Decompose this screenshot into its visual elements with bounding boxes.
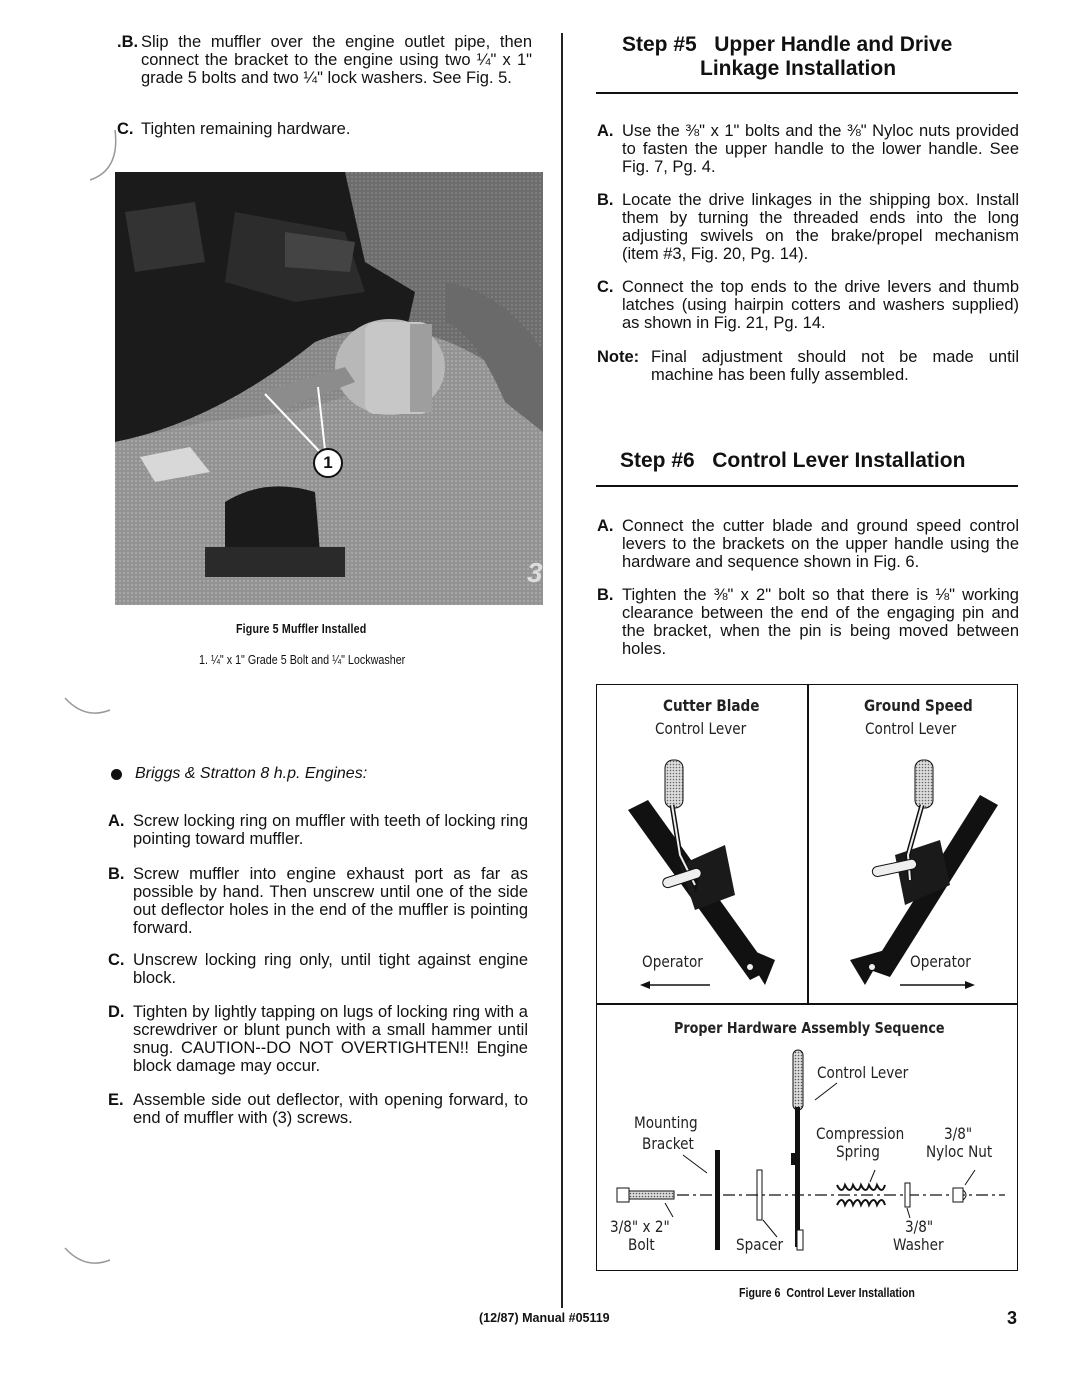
- step5-item-a: [597, 122, 1019, 178]
- step-label: A.: [597, 122, 614, 140]
- step-label: B.: [108, 865, 125, 883]
- briggs-heading: Briggs & Stratton 8 h.p. Engines:: [135, 765, 368, 782]
- figure-5-photo: [115, 172, 543, 605]
- seq-bracket: Bracket: [642, 1134, 694, 1153]
- step-text: Screw muffler into engine exhaust port as far as possible by hand. Then unscrew until one of the side out deflector holes in the end of the muffler is pointing forward.: [133, 865, 528, 937]
- seq-mounting: Mounting: [634, 1113, 698, 1132]
- seq-bolt-size: 3/8" x 2": [610, 1217, 670, 1236]
- cutter-blade-subtitle: Control Lever: [655, 719, 747, 738]
- ground-speed-title: Ground Speed: [864, 696, 973, 715]
- step-label: C.: [108, 951, 125, 969]
- step-label: E.: [108, 1091, 124, 1109]
- step5-title-line1: Step #5 Upper Handle and Drive: [622, 33, 953, 56]
- seq-control-lever: Control Lever: [817, 1063, 909, 1082]
- figure-6-horizontal-divider: [596, 1003, 1018, 1005]
- seq-nyloc-size: 3/8": [944, 1124, 973, 1143]
- page-number: 3: [1007, 1308, 1018, 1328]
- step-text: Connect the cutter blade and ground speed control levers to the brackets on the upper handle using the hardware and sequence shown in Fig. 6.: [622, 517, 1019, 571]
- step5-rule: [596, 92, 1018, 94]
- seq-spring: Spring: [836, 1142, 880, 1161]
- step-label: D.: [108, 1003, 125, 1021]
- step-label: A.: [108, 812, 125, 830]
- seq-compression: Compression: [816, 1124, 905, 1143]
- step-c-tighten: [117, 120, 532, 140]
- step-text: Locate the drive linkages in the shipping box. Install them by turning the threaded ends into the long adjusting swivels on the brake/propel mechanism (item #3, Fig. 20, Pg. 14).: [622, 191, 1019, 263]
- step-text: Tighten remaining hardware.: [141, 120, 351, 138]
- seq-nyloc: Nyloc Nut: [926, 1142, 993, 1161]
- step-label: .B.: [117, 33, 139, 51]
- step5-item-c: [597, 278, 1019, 334]
- note-label: Note:: [597, 348, 640, 366]
- muffler-photo-illustration: [115, 172, 543, 605]
- step5-item-b: [597, 191, 1019, 265]
- step-text: Slip the muffler over the engine outlet pipe, then connect the bracket to the engine using two ¼" x 1" grade 5 bolts and two ¼" lock washers. See Fig. 5.: [141, 33, 532, 87]
- step6-item-a: [597, 517, 1019, 573]
- photo-mark: 3: [527, 557, 543, 588]
- step-text: Use the ⅜" x 1" bolts and the ⅜" Nyloc nuts provided to fasten the upper handle to the lower handle. See Fig. 7, Pg. 4.: [622, 122, 1019, 176]
- note-text: Final adjustment should not be made until machine has been fully assembled.: [651, 348, 1019, 384]
- step-text: Screw locking ring on muffler with teeth of locking ring pointing toward muffler.: [133, 812, 528, 848]
- step5-note: [597, 348, 1019, 386]
- step-label: C.: [117, 120, 134, 138]
- figure-5-note: 1. ¼" x 1" Grade 5 Bolt and ¼" Lockwasher: [199, 653, 406, 667]
- operator-right-arrow: [900, 980, 975, 990]
- figure-6-vertical-divider: [807, 684, 809, 1004]
- step-label: A.: [597, 517, 614, 535]
- step-text: Unscrew locking ring only, until tight against engine block.: [133, 951, 528, 987]
- step6-title: Step #6 Control Lever Installation: [620, 449, 966, 472]
- callout-1: [313, 448, 343, 478]
- step-text: Tighten the ⅜" x 2" bolt so that there is ⅛" working clearance between the end of the engaging pin and the bracket, when the pin is being moved between holes.: [622, 586, 1019, 658]
- figure-6-caption: Figure 6 Control Lever Installation: [739, 1285, 915, 1300]
- step6-rule: [596, 485, 1018, 487]
- seq-washer-size: 3/8": [905, 1217, 934, 1236]
- binder-hole-marks: [60, 130, 120, 1280]
- operator-right-label: Operator: [910, 952, 971, 971]
- column-divider: [561, 33, 563, 1308]
- step-label: B.: [597, 586, 614, 604]
- briggs-step-e: [108, 1091, 528, 1129]
- step5-title-line2: Linkage Installation: [700, 57, 897, 80]
- operator-left-arrow: [640, 980, 710, 990]
- step-text: Assemble side out deflector, with opening forward, to end of muffler with (3) screws.: [133, 1091, 528, 1127]
- briggs-step-a: [108, 812, 528, 850]
- step-label: C.: [597, 278, 614, 296]
- step-label: B.: [597, 191, 614, 209]
- briggs-step-b: [108, 865, 528, 939]
- step6-item-b: [597, 586, 1019, 660]
- figure-5-caption: Figure 5 Muffler Installed: [236, 621, 367, 636]
- seq-bolt: Bolt: [628, 1235, 655, 1254]
- manual-number: (12/87) Manual #05119: [479, 1311, 610, 1325]
- operator-left-label: Operator: [642, 952, 703, 971]
- callout-number: 1: [323, 453, 333, 472]
- briggs-step-c: [108, 951, 528, 989]
- cutter-blade-title: Cutter Blade: [663, 696, 760, 715]
- step-text: Connect the top ends to the drive levers and thumb latches (using hairpin cotters and washers supplied) as shown in Fig. 21, Pg. 14.: [622, 278, 1019, 332]
- seq-spacer: Spacer: [736, 1235, 784, 1254]
- briggs-step-d: [108, 1003, 528, 1077]
- seq-washer: Washer: [893, 1235, 944, 1254]
- step-text: Tighten by lightly tapping on lugs of locking ring with a screwdriver or blunt punch with a small hammer until snug. CAUTION--DO NOT OVERTIGHTEN!! Engine block damage may occur.: [133, 1003, 528, 1075]
- ground-speed-subtitle: Control Lever: [865, 719, 957, 738]
- step-b-muffler: [117, 33, 532, 107]
- sequence-title: Proper Hardware Assembly Sequence: [674, 1019, 945, 1037]
